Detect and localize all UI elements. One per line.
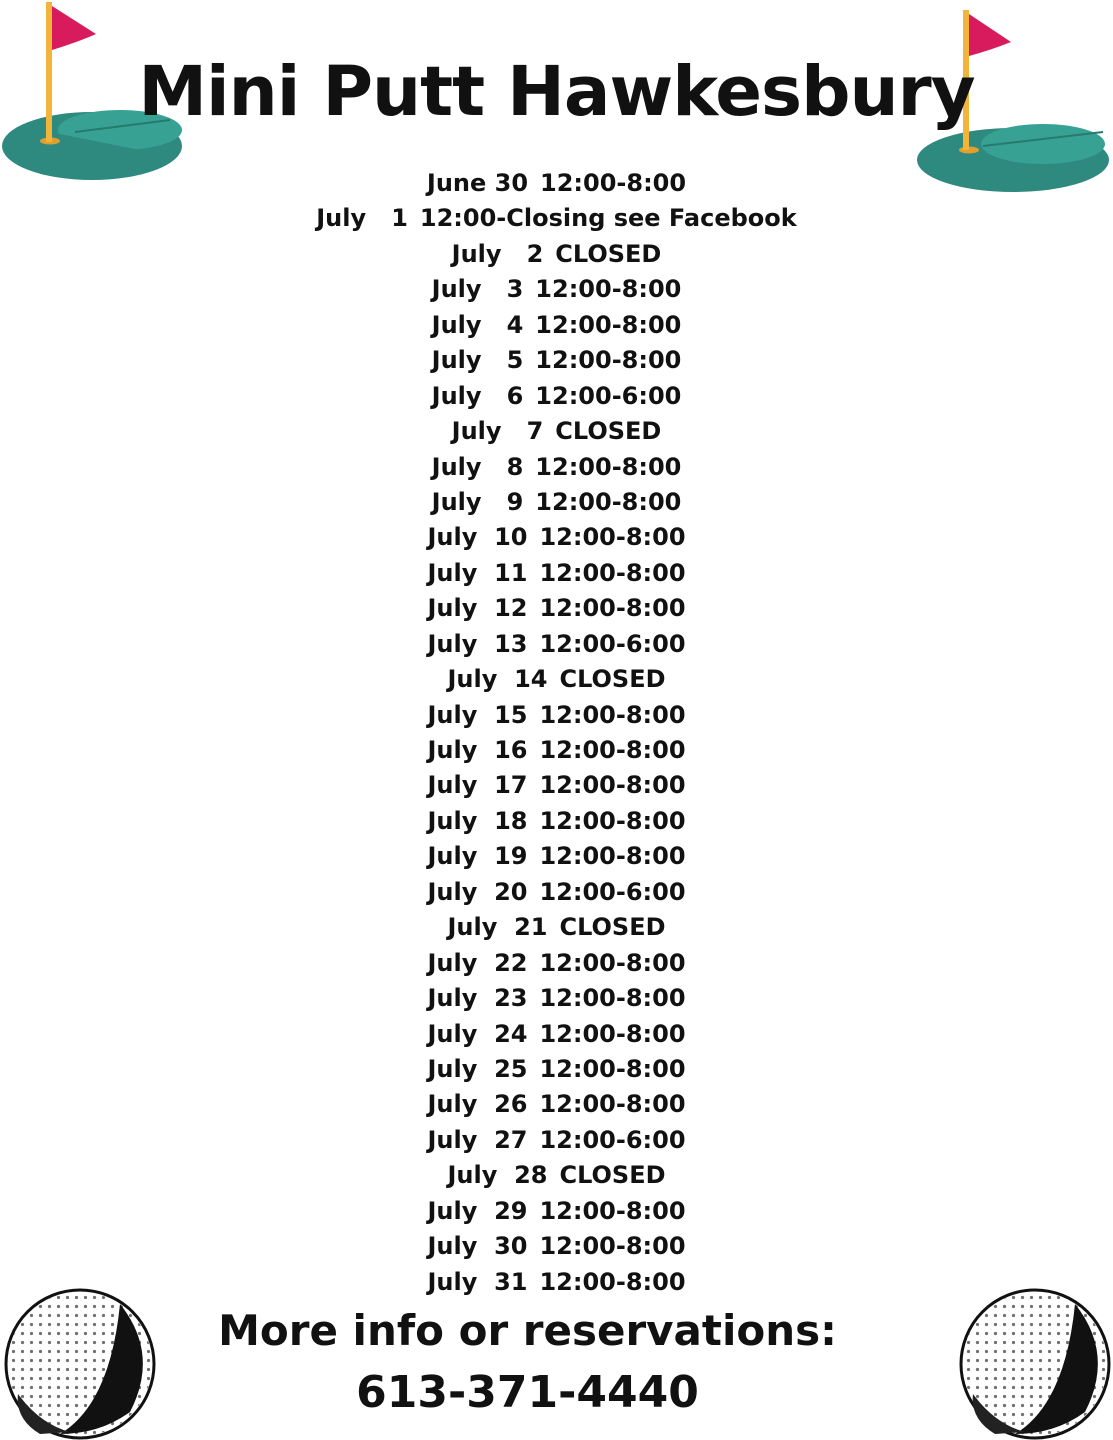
row-date: July 14	[447, 665, 548, 694]
row-date: July 8	[431, 452, 524, 481]
row-date: July 25	[427, 1054, 528, 1083]
row-date: July 20	[427, 877, 528, 906]
schedule-row	[0, 981, 1113, 1016]
schedule-row	[0, 875, 1113, 910]
row-hours: CLOSED	[555, 417, 662, 446]
row-hours: 12:00-8:00	[540, 169, 687, 197]
schedule-row	[0, 237, 1113, 272]
row-hours: 12:00-8:00	[539, 806, 686, 835]
row-date: July 2	[451, 239, 544, 268]
row-hours: CLOSED	[559, 913, 666, 942]
schedule-row	[0, 804, 1113, 839]
row-date: July 22	[427, 948, 528, 977]
schedule-row	[0, 1017, 1113, 1052]
row-hours: 12:00-8:00	[539, 771, 686, 800]
row-hours: 12:00-8:00	[539, 523, 686, 552]
row-hours: 12:00-8:00	[539, 1019, 686, 1048]
row-hours: CLOSED	[559, 665, 666, 694]
row-date: July 15	[427, 700, 528, 729]
row-date: July 31	[427, 1267, 528, 1296]
schedule-row	[0, 1087, 1113, 1122]
row-date: July 5	[431, 346, 524, 375]
row-hours: 12:00-8:00	[535, 275, 682, 304]
schedule-row	[0, 485, 1113, 520]
row-hours: 12:00-8:00	[539, 1054, 686, 1083]
row-hours: 12:00-8:00	[539, 948, 686, 977]
row-hours: 12:00-8:00	[539, 984, 686, 1013]
page-title: Mini Putt Hawkesbury	[138, 52, 975, 132]
more-info-text: More info or reservations:	[218, 1306, 837, 1355]
row-date: July 27	[427, 1125, 528, 1154]
schedule-row	[0, 166, 1113, 201]
schedule-row	[0, 308, 1113, 343]
row-date: July 11	[427, 558, 528, 587]
schedule-row	[0, 662, 1113, 697]
row-hours: 12:00-8:00	[539, 736, 686, 764]
schedule-row	[0, 379, 1113, 414]
row-date: July 7	[451, 417, 544, 446]
row-date: July 12	[427, 594, 528, 623]
row-date: July 1	[316, 204, 408, 233]
row-date: July 26	[427, 1090, 528, 1119]
row-hours: 12:00-8:00	[539, 1232, 686, 1261]
schedule-row	[0, 839, 1113, 874]
row-date: July 6	[431, 381, 524, 410]
schedule-row	[0, 733, 1113, 768]
row-date: July 4	[431, 310, 524, 339]
row-hours: 12:00-6:00	[539, 629, 686, 658]
row-date: July 13	[427, 629, 528, 658]
row-hours: 12:00-6:00	[539, 1125, 686, 1154]
row-hours: 12:00-8:00	[535, 487, 682, 516]
schedule-row	[0, 201, 1113, 236]
row-hours: CLOSED	[559, 1161, 666, 1190]
schedule-row	[0, 414, 1113, 449]
schedule-row	[0, 1052, 1113, 1087]
schedule-row	[0, 768, 1113, 803]
row-hours: 12:00-8:00	[539, 700, 686, 729]
schedule-row	[0, 1123, 1113, 1158]
schedule-row	[0, 343, 1113, 378]
row-hours: 12:00-8:00	[539, 1267, 686, 1296]
row-date: July 29	[427, 1196, 528, 1225]
row-date: July 17	[427, 771, 528, 800]
schedule-row	[0, 1229, 1113, 1264]
row-hours: 12:00-6:00	[539, 877, 686, 906]
row-hours: 12:00-Closing see Facebook	[419, 204, 797, 233]
row-hours: 12:00-8:00	[539, 558, 686, 587]
schedule-row	[0, 556, 1113, 591]
schedule-row	[0, 910, 1113, 945]
schedule-row	[0, 272, 1113, 307]
row-date: July 18	[427, 806, 528, 835]
row-hours: 12:00-8:00	[535, 310, 682, 339]
row-date: July 23	[427, 984, 528, 1013]
row-date: July 16	[427, 736, 528, 764]
row-date: July 21	[447, 913, 548, 942]
row-date: July 3	[431, 275, 524, 304]
schedule-row	[0, 698, 1113, 733]
schedule-row	[0, 627, 1113, 662]
schedule-row	[0, 591, 1113, 626]
schedule-row	[0, 1265, 1113, 1300]
phone-number: 613-371-4440	[356, 1367, 699, 1418]
schedule-row	[0, 520, 1113, 555]
row-hours: 12:00-8:00	[539, 1196, 686, 1225]
schedule-row	[0, 450, 1113, 485]
row-hours: 12:00-8:00	[539, 1090, 686, 1119]
row-date: July 28	[447, 1161, 548, 1190]
row-date: June 30	[426, 169, 529, 197]
row-date: July 24	[427, 1019, 528, 1048]
schedule-list	[0, 166, 1113, 1300]
schedule-row	[0, 946, 1113, 981]
row-hours: 12:00-8:00	[539, 594, 686, 623]
row-date: July 10	[427, 523, 528, 552]
row-date: July 9	[431, 487, 524, 516]
schedule-row	[0, 1194, 1113, 1229]
row-date: July 19	[427, 842, 528, 871]
row-hours: 12:00-8:00	[539, 842, 686, 871]
row-hours: CLOSED	[555, 239, 662, 268]
schedule-row	[0, 1158, 1113, 1193]
row-hours: 12:00-6:00	[535, 381, 682, 410]
row-hours: 12:00-8:00	[535, 346, 682, 375]
row-date: July 30	[427, 1232, 528, 1261]
row-hours: 12:00-8:00	[535, 452, 682, 481]
